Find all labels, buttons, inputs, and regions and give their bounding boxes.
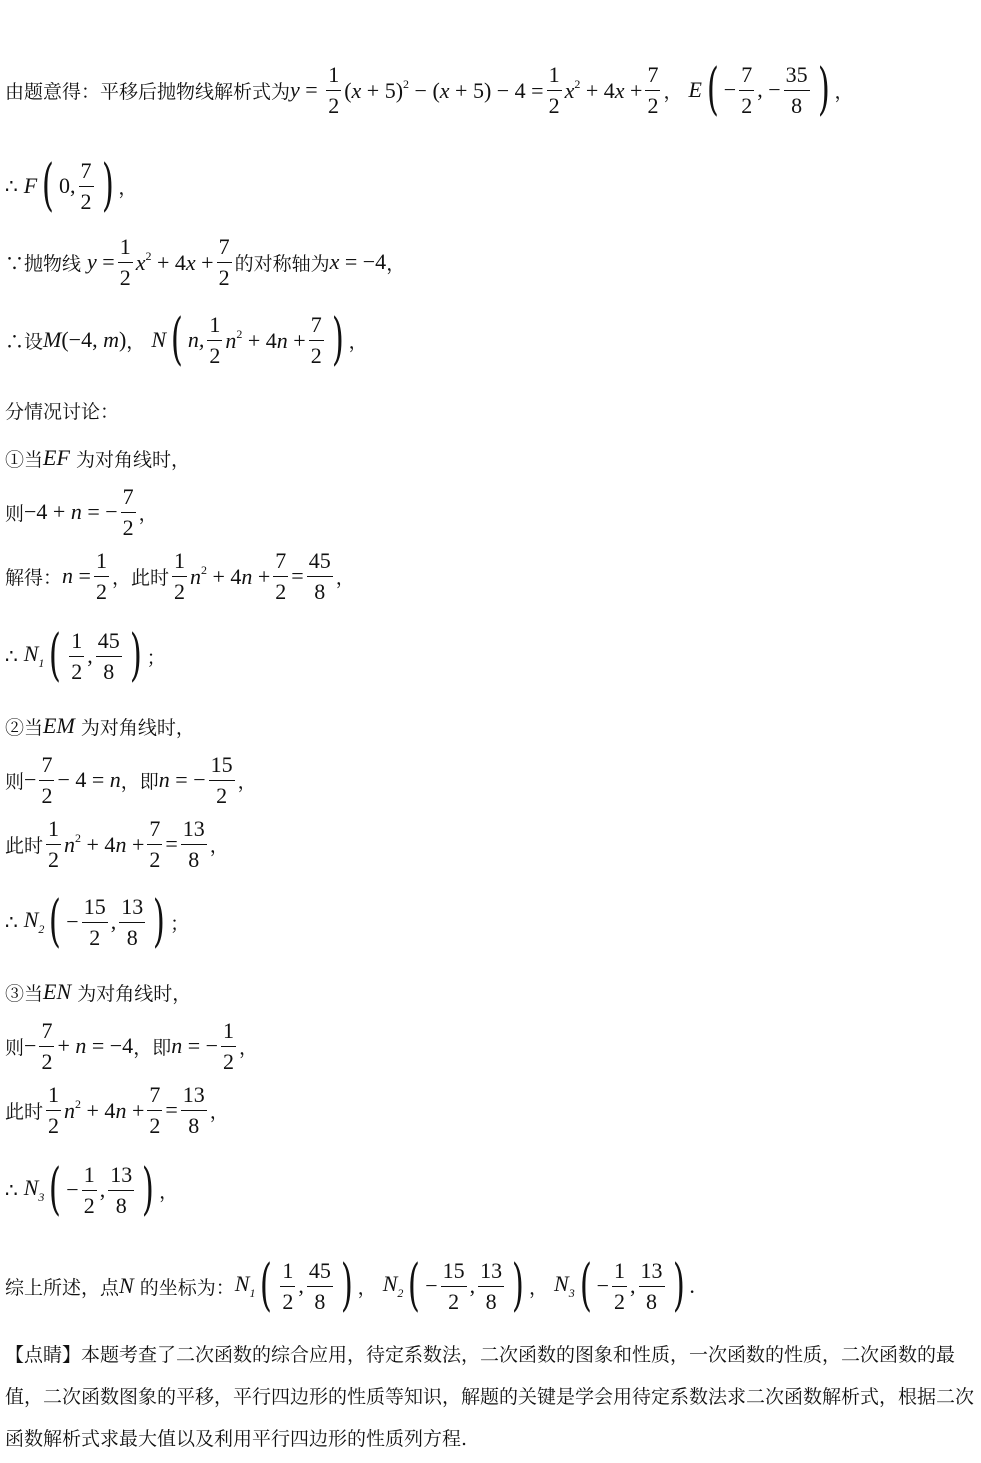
math: $N_1$ [234, 1271, 256, 1300]
math: = [165, 1097, 178, 1122]
math: − [24, 767, 37, 792]
text: ， [118, 176, 138, 199]
fraction: $\frac{7}{2}$ [41, 1018, 53, 1074]
fraction: $\frac{13}{8}$ [480, 1258, 503, 1314]
paren: ( [706, 57, 719, 122]
fraction: $\frac{45}{8}$ [97, 628, 120, 684]
text: 由题意得：平移后抛物线解析式为 [5, 80, 291, 103]
text: ， [834, 80, 854, 103]
paren: ) [142, 1157, 155, 1222]
math: − 4 = n [57, 767, 121, 792]
fraction: $\frac{15}{2}$ [210, 752, 233, 808]
text: 为对角线时， [77, 982, 192, 1005]
math: $n^2 + 4n$ + [64, 1096, 145, 1123]
text: ， [335, 566, 355, 589]
math: , − [757, 77, 781, 102]
text: ， [239, 1036, 259, 1059]
fraction: $\frac{1}{2}$ [48, 816, 60, 872]
text: ； [170, 912, 190, 935]
math: , [630, 1273, 636, 1298]
fraction: $\frac{1}{2}$ [209, 312, 221, 368]
text: 则 [5, 770, 25, 793]
text: 分情况讨论： [5, 400, 120, 423]
math: EM [43, 713, 75, 738]
fraction: $\frac{13}{8}$ [640, 1258, 663, 1314]
text: ②当 [5, 716, 44, 739]
comment-paragraph: 【点睛】本题考查了二次函数的综合应用，待定系数法，二次函数的图象和性质，一次函数的性质，二次函数的最值，二次函数图象的平移，平行四边形的性质等知识，解题的关键是学会用待定系数法求二次函数解析式，根据二次函数解析式求最大值以及利用平行四边形的性质列方程. [5, 1344, 975, 1450]
fraction: $\frac{35}{8}$ [785, 62, 808, 118]
line-axis-of-symmetry [5, 224, 405, 300]
fraction: $\frac{13}{8}$ [182, 1082, 205, 1138]
math: − [66, 909, 79, 934]
fraction: $\frac{13}{8}$ [121, 894, 144, 950]
text: ，即 [133, 1036, 172, 1059]
fraction: $\frac{13}{8}$ [110, 1162, 133, 1218]
math: n, [187, 327, 205, 352]
fraction: $\frac{15}{2}$ [83, 894, 106, 950]
line-n1 [5, 618, 166, 694]
fraction: $\frac{7}{2}$ [41, 752, 53, 808]
line-parabola-expression [5, 52, 854, 128]
math: $x^2 + 4x$ + [135, 248, 214, 275]
paren: ) [340, 1253, 353, 1318]
fraction: $\frac{7}{2}$ [310, 312, 322, 368]
fraction: $\frac{1}{2}$ [282, 1258, 294, 1314]
text: ， [209, 1100, 229, 1123]
fraction: $\frac{7}{2}$ [149, 816, 161, 872]
paren: ( [49, 889, 62, 954]
fraction: $\frac{1}{2}$ [328, 62, 340, 118]
fraction: $\frac{1}{2}$ [614, 1258, 625, 1314]
math: , [298, 1273, 304, 1298]
math: x = −4 [329, 249, 387, 274]
text: 则 [5, 1036, 25, 1059]
line-point-f [5, 148, 137, 224]
math: $x^2 + 4x$ + [564, 76, 643, 103]
math: N [151, 327, 166, 352]
math: $N_2$ [382, 1271, 404, 1300]
text: 为对角线时， [75, 448, 190, 471]
text: 综上所述，点 [5, 1276, 120, 1299]
line-n3 [5, 1152, 178, 1228]
fraction: $\frac{7}{2}$ [647, 62, 659, 118]
fraction: $\frac{1}{2}$ [83, 1162, 95, 1218]
math: y [290, 77, 300, 102]
text: ， [386, 252, 406, 275]
math: E [688, 77, 702, 102]
math: F [23, 173, 38, 198]
math: = [291, 563, 304, 588]
text: ， [237, 770, 257, 793]
text: ， [159, 1180, 179, 1203]
text: ； [146, 646, 166, 669]
fraction: $\frac{7}{2}$ [80, 158, 92, 214]
math: − [723, 77, 737, 102]
math: = [299, 77, 324, 102]
math: −4 + n = − [24, 499, 118, 524]
math: = [165, 831, 178, 856]
math: 0, [59, 173, 76, 198]
paren: ) [331, 307, 344, 372]
math: $(x + 5)^2 - (x + 5) - 4$ = [344, 76, 544, 103]
math: + n = −4 [57, 1033, 134, 1058]
fraction: $\frac{1}{2}$ [71, 628, 83, 684]
line-n2 [5, 884, 189, 960]
line-set-m-n [5, 302, 368, 378]
line-case-3-value [5, 1072, 229, 1148]
text: 的坐标为： [139, 1276, 235, 1299]
fraction: $\frac{1}{2}$ [223, 1018, 235, 1074]
paren: ) [817, 57, 830, 122]
math: , [110, 909, 117, 934]
fraction: $\frac{45}{8}$ [308, 1258, 331, 1314]
text: ， [126, 330, 146, 353]
math: $N_3$ [554, 1271, 575, 1300]
math: n = − [158, 767, 206, 792]
math: − [24, 1033, 37, 1058]
math: $n^2 + 4n$ + [64, 830, 145, 857]
line-summary [5, 1248, 695, 1324]
math: N [119, 1273, 134, 1298]
math: $N_1$ [23, 641, 45, 670]
therefore-symbol: ∴ [5, 1178, 18, 1202]
paren: ) [512, 1253, 525, 1318]
text: ， [209, 834, 229, 857]
fraction: $\frac{1}{2}$ [173, 548, 185, 604]
text: 解得： [5, 566, 63, 589]
text: 此时 [5, 1100, 44, 1123]
fraction: $\frac{13}{8}$ [182, 816, 205, 872]
text: ∵抛物线 [5, 252, 82, 275]
fraction: $\frac{15}{2}$ [442, 1258, 465, 1314]
fraction: $\frac{1}{2}$ [548, 62, 560, 118]
math: y = [87, 249, 115, 274]
math: , [469, 1273, 476, 1298]
fraction: $\frac{1}{2}$ [95, 548, 107, 604]
math: $N_2$ [23, 907, 45, 936]
math: M(−4, m) [43, 327, 127, 352]
math: EF [43, 445, 70, 470]
paren: ( [408, 1253, 421, 1318]
paren: ) [101, 153, 114, 218]
text: ①当 [5, 448, 44, 471]
math: n = − [171, 1033, 219, 1058]
text: ， [348, 330, 368, 353]
math: $N_3$ [23, 1175, 45, 1204]
text: ， [138, 502, 158, 525]
fraction: $\frac{7}{2}$ [122, 484, 134, 540]
paren: ( [49, 1157, 62, 1222]
fraction: $\frac{1}{2}$ [48, 1082, 60, 1138]
therefore-symbol: ∴ [5, 644, 18, 668]
math: , [99, 1177, 106, 1202]
fraction: $\frac{7}{2}$ [218, 234, 230, 290]
paren: ( [42, 153, 55, 218]
text: ∴设 [5, 330, 44, 353]
fraction: $\frac{45}{8}$ [308, 548, 331, 604]
math: . [689, 1273, 695, 1298]
text: 的对称轴为 [234, 252, 330, 275]
paren: ( [170, 307, 183, 372]
line-case-1-solve [5, 538, 355, 614]
math: , [87, 643, 93, 668]
math: $n^2 + 4n$ + [225, 326, 306, 353]
paren: ) [672, 1253, 685, 1318]
line-case-2-value [5, 806, 229, 882]
fraction: $\frac{7}{2}$ [149, 1082, 161, 1138]
text: ③当 [5, 982, 44, 1005]
paren: ) [153, 889, 166, 954]
text: ，此时 [111, 566, 169, 589]
paren: ( [260, 1253, 273, 1318]
text: 为对角线时， [80, 716, 195, 739]
paren: ) [129, 623, 142, 688]
text: ， [357, 1276, 377, 1299]
math: − [596, 1273, 609, 1298]
math: EN [43, 979, 72, 1004]
paren: ( [579, 1253, 592, 1318]
text: 此时 [5, 834, 44, 857]
math: − [425, 1273, 438, 1298]
paren: ( [49, 623, 62, 688]
text: ， [529, 1276, 549, 1299]
therefore-symbol: ∴ [5, 174, 18, 198]
math: − [66, 1177, 79, 1202]
therefore-symbol: ∴ [5, 910, 18, 934]
text: ， [663, 80, 683, 103]
math: $n^2 + 4n$ + [189, 562, 271, 589]
text: 则 [5, 502, 25, 525]
fraction: $\frac{7}{2}$ [741, 62, 753, 118]
fraction: $\frac{1}{2}$ [119, 234, 131, 290]
fraction: $\frac{7}{2}$ [275, 548, 287, 604]
math: n = [62, 563, 91, 588]
text: ，即 [120, 770, 159, 793]
